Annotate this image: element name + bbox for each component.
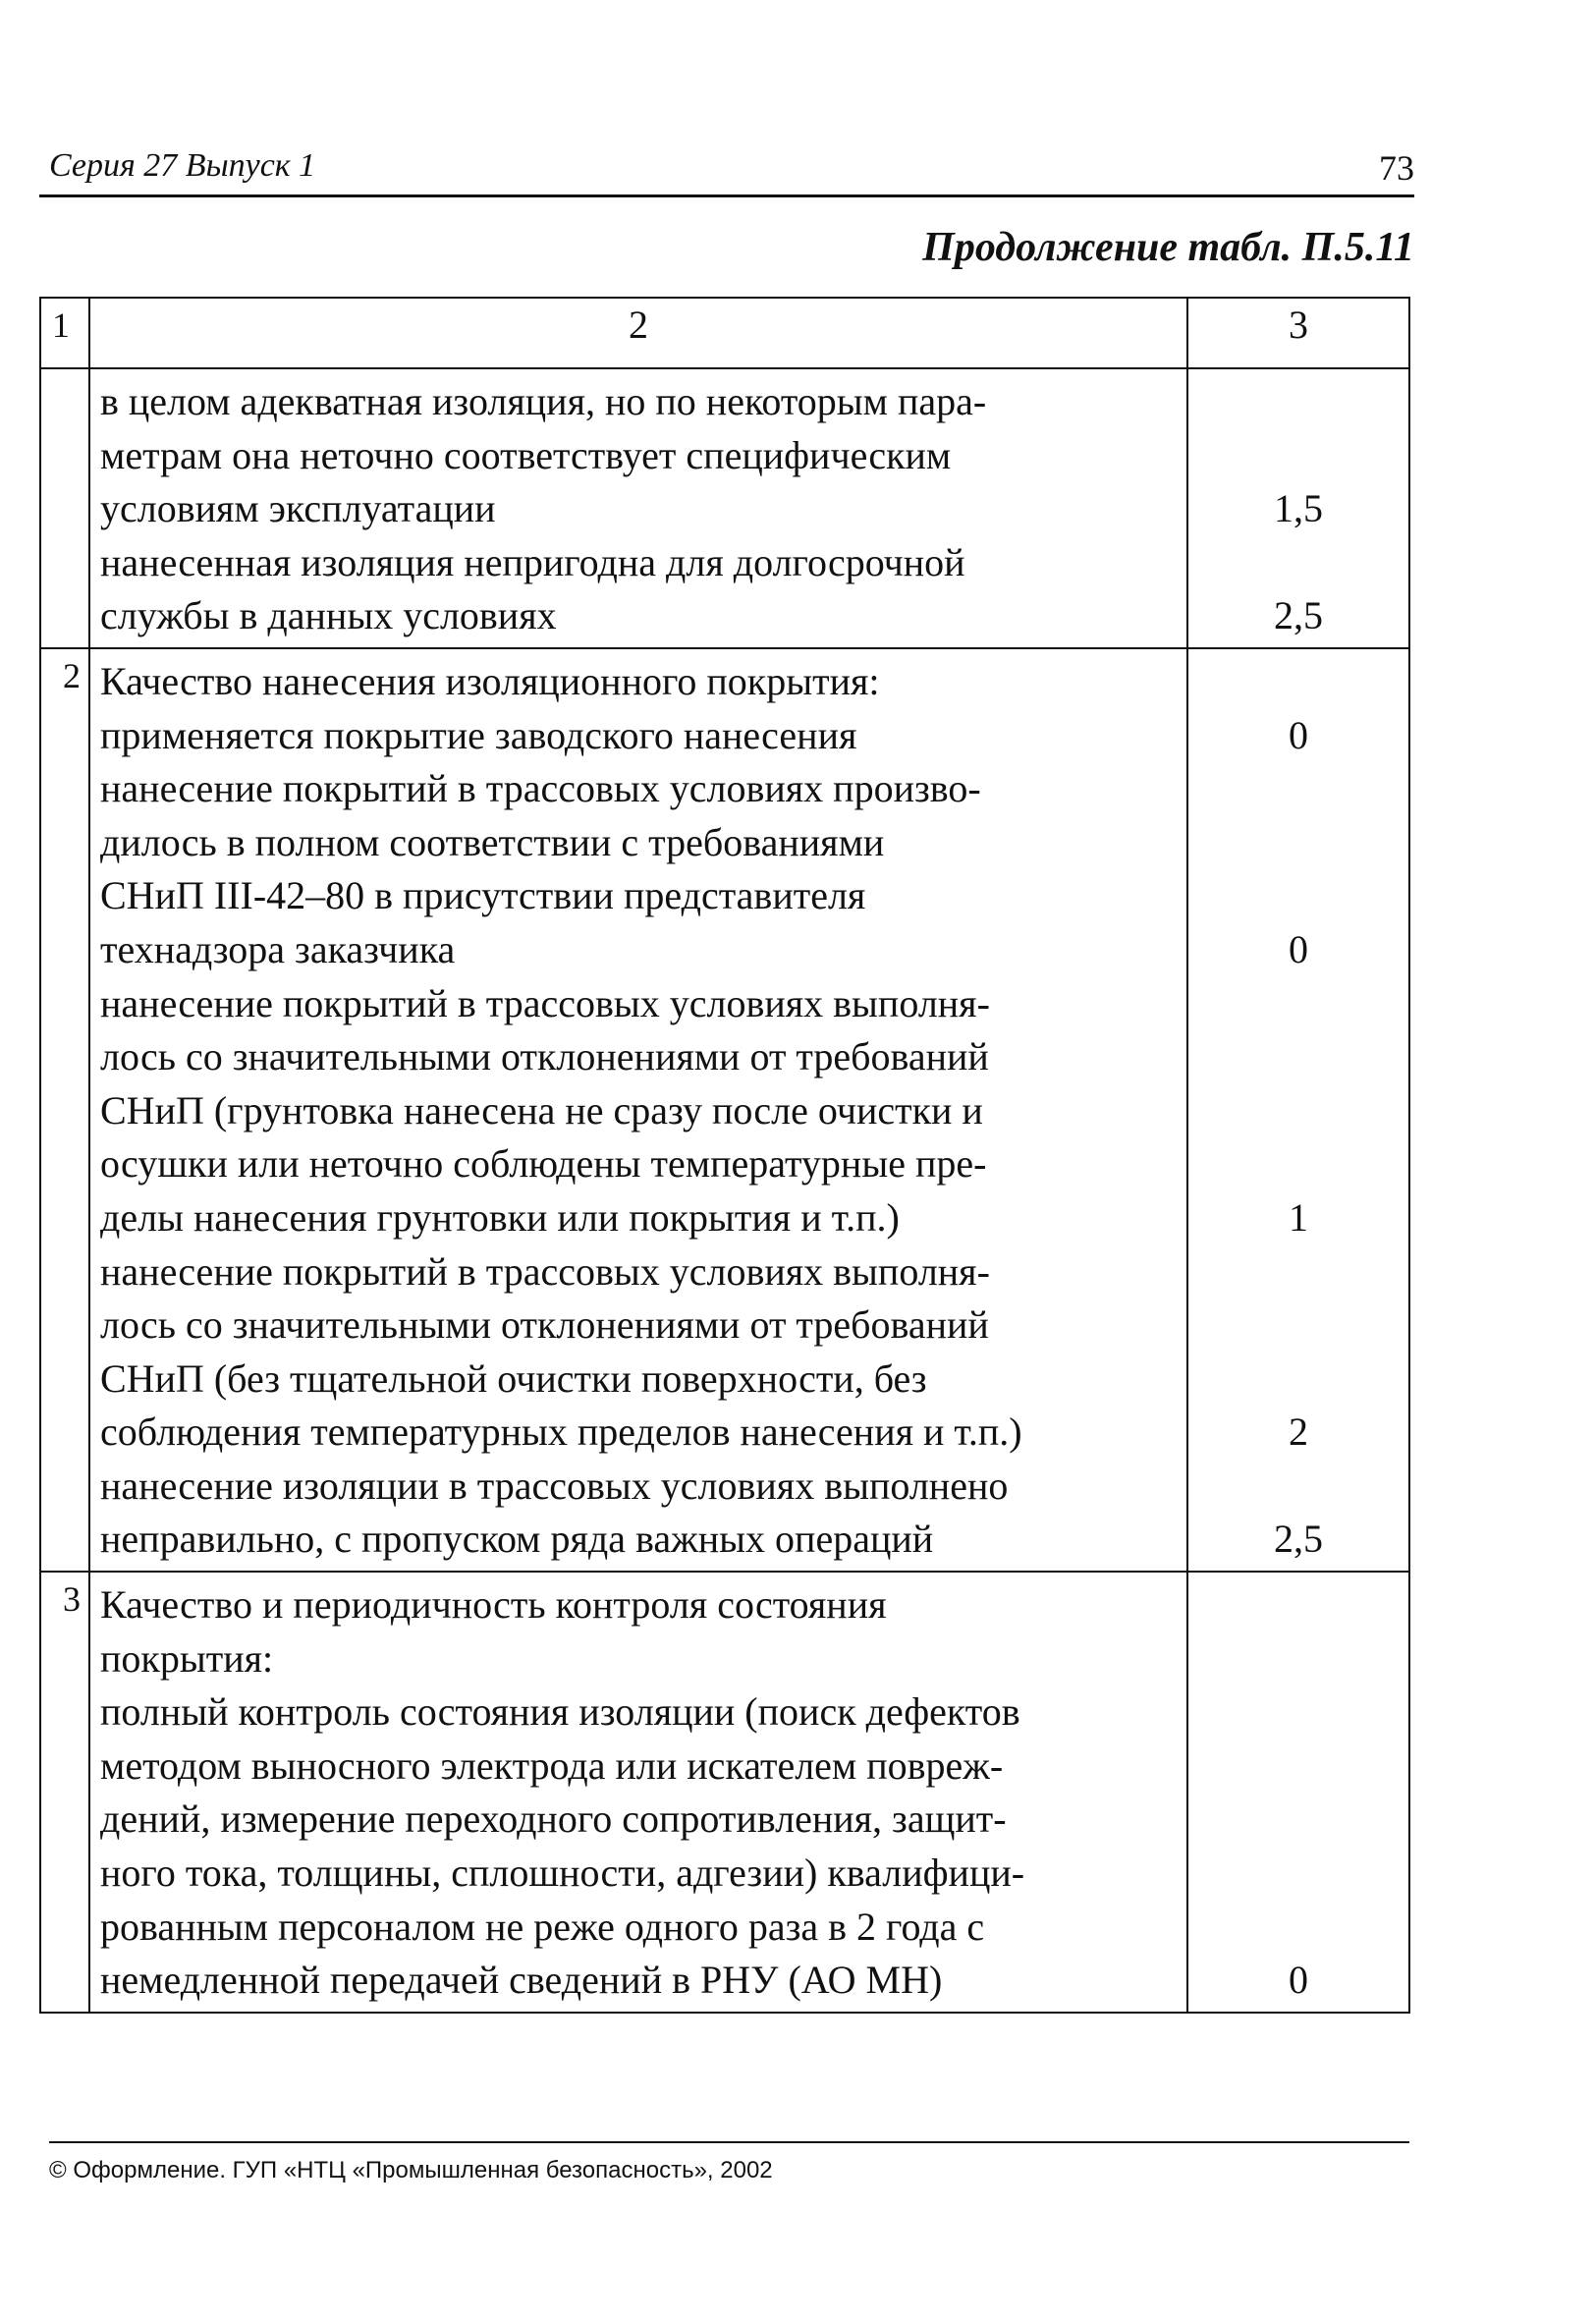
- footer-divider: [49, 2141, 1409, 2143]
- description-line: ного тока, толщины, сплошности, адгезии) квалифици-: [100, 1851, 1025, 1896]
- score-value: [1188, 1847, 1408, 1901]
- description-line: применяется покрытие заводского нанесения: [100, 712, 857, 757]
- score-value: 1: [1289, 1194, 1308, 1240]
- page-header: [39, 147, 1414, 197]
- description-line: нанесение покрытий в трассовых условиях произво-: [100, 766, 981, 811]
- description-line: дилось в полном соответствии с требованиями: [100, 819, 885, 864]
- score-value: [1188, 1137, 1408, 1191]
- table-header-row: [40, 298, 1409, 368]
- row-score: [1187, 648, 1409, 1572]
- description-line: Качество и периодичность контроля состояния: [100, 1582, 887, 1628]
- description-line: делы нанесения грунтовки или покрытия и т.п.): [100, 1194, 900, 1240]
- row-description: [89, 368, 1187, 648]
- description-line: нанесенная изоляция непригодна для долгосрочной: [100, 539, 965, 584]
- score-value: [1188, 1245, 1408, 1299]
- description-line: СНиП (грунтовка нанесена не сразу после очистки и: [100, 1087, 983, 1133]
- row-number: [40, 368, 89, 648]
- description-line: немедленной передачей сведений в РНУ (АО МН): [100, 1958, 943, 2003]
- row-number: 2: [40, 648, 89, 1572]
- score-value: [1188, 1685, 1408, 1740]
- description-line: СНиП (без тщательной очистки поверхности, без: [100, 1355, 927, 1401]
- row-description: [89, 648, 1187, 1572]
- column-header-1: 1: [40, 298, 89, 368]
- score-value: [1188, 1901, 1408, 1955]
- score-value: 0: [1289, 712, 1308, 757]
- description-line: лось со значительными отклонениями от требований: [100, 1034, 989, 1079]
- description-line: полный контроль состояния изоляции (поиск дефектов: [100, 1689, 1020, 1735]
- score-value: [1188, 816, 1408, 870]
- score-value: [1188, 762, 1408, 816]
- description-line: соблюдения температурных пределов нанесения и т.п.): [100, 1409, 1022, 1455]
- table-caption: Продолжение табл. П.5.11: [922, 225, 1414, 270]
- score-value: 2: [1289, 1409, 1308, 1455]
- score-value: [1188, 869, 1408, 923]
- description-line: службы в данных условиях: [100, 593, 557, 638]
- score-value: [1188, 655, 1408, 709]
- series-label: Серия 27 Выпуск 1: [49, 147, 316, 184]
- score-value: [1188, 1793, 1408, 1847]
- description-line: дений, измерение переходного сопротивления, защит-: [100, 1796, 1007, 1842]
- score-value: 2,5: [1274, 1517, 1323, 1562]
- score-value: [1188, 1299, 1408, 1353]
- score-value: [1188, 977, 1408, 1031]
- score-value: [1188, 1578, 1408, 1632]
- score-value: [1188, 536, 1408, 590]
- page-number: 73: [1379, 148, 1414, 188]
- description-line: методом выносного электрода или искателем повреж-: [100, 1742, 1004, 1788]
- description-line: осушки или неточно соблюдены температурные пре-: [100, 1141, 987, 1187]
- description-line: в целом адекватная изоляция, но по некоторым пара-: [100, 379, 987, 423]
- row-score: [1187, 368, 1409, 648]
- description-line: условиям эксплуатации: [100, 486, 496, 531]
- description-line: покрытия:: [100, 1635, 274, 1681]
- description-line: нанесение покрытий в трассовых условиях выполня-: [100, 980, 990, 1025]
- table-row: [40, 1572, 1409, 2013]
- score-value: [1188, 1030, 1408, 1084]
- description-line: Качество нанесения изоляционного покрытия:: [100, 658, 880, 703]
- row-description: [89, 1572, 1187, 2013]
- description-line: нанесение изоляции в трассовых условиях выполнено: [100, 1463, 1009, 1508]
- row-number: 3: [40, 1572, 89, 2013]
- description-line: СНиП III-42–80 в присутствии представителя: [100, 873, 866, 918]
- score-value: [1188, 375, 1408, 429]
- table-row: [40, 368, 1409, 648]
- table-row: [40, 648, 1409, 1572]
- score-value: 1,5: [1274, 486, 1323, 531]
- description-line: метрам она неточно соответствует специфическим: [100, 432, 952, 477]
- score-value: [1188, 1460, 1408, 1514]
- description-line: нанесение покрытий в трассовых условиях выполня-: [100, 1248, 990, 1294]
- score-value: [1188, 1632, 1408, 1686]
- score-value: 0: [1289, 1958, 1308, 2003]
- score-value: [1188, 1084, 1408, 1138]
- column-header-3: 3: [1187, 298, 1409, 368]
- copyright-footer: © Оформление. ГУП «НТЦ «Промышленная безопасность», 2002: [49, 2157, 773, 2183]
- column-header-2: 2: [89, 298, 1187, 368]
- description-line: неправильно, с пропуском ряда важных операций: [100, 1517, 934, 1562]
- score-value: [1188, 1353, 1408, 1407]
- description-line: рованным персоналом не реже одного раза в 2 года с: [100, 1904, 985, 1949]
- score-value: [1188, 1740, 1408, 1794]
- score-value: 0: [1289, 926, 1308, 971]
- score-value: 2,5: [1274, 593, 1323, 638]
- description-line: технадзора заказчика: [100, 926, 456, 971]
- score-value: [1188, 429, 1408, 483]
- data-table: [39, 297, 1410, 2014]
- row-score: [1187, 1572, 1409, 2013]
- description-line: лось со значительными отклонениями от требований: [100, 1302, 989, 1348]
